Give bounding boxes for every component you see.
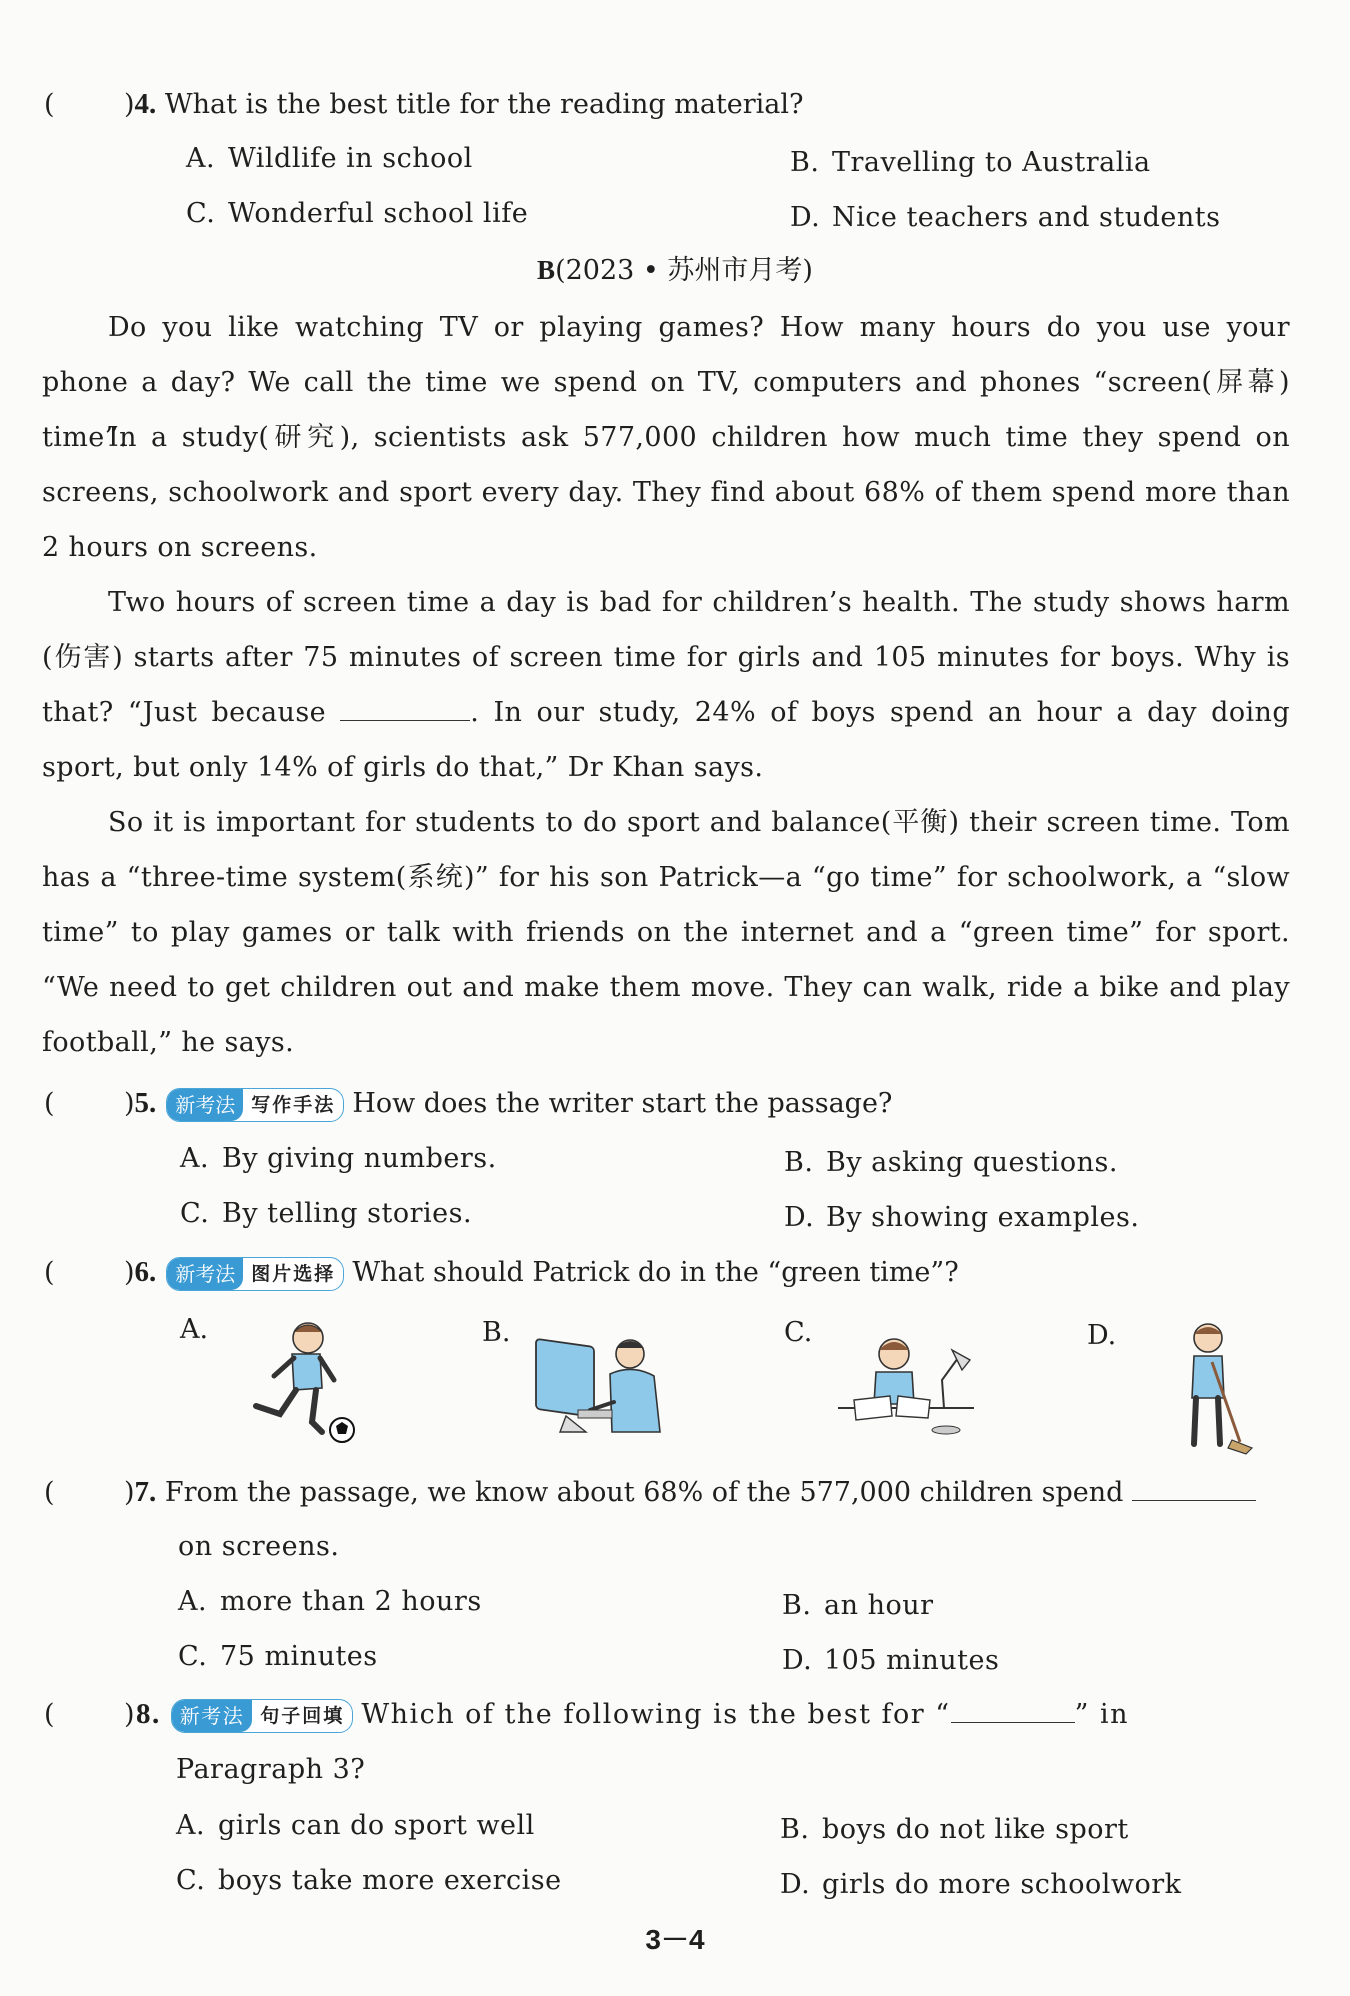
question-blank — [951, 1696, 1075, 1723]
answer-bracket[interactable]: ( — [44, 89, 55, 120]
option-b[interactable]: B. Travelling to Australia — [790, 147, 1151, 178]
option-c[interactable]: C. boys take more exercise — [176, 1865, 562, 1896]
boy-studying-at-desk-image[interactable] — [834, 1330, 984, 1440]
question-blank — [1132, 1474, 1256, 1501]
question-8-continuation: Paragraph 3? — [176, 1754, 366, 1785]
question-text: How does the writer start the passage? — [352, 1088, 893, 1119]
option-d[interactable]: D. Nice teachers and students — [790, 202, 1221, 233]
option-a[interactable]: A. Wildlife in school — [186, 143, 473, 174]
option-d[interactable]: D. girls do more schoolwork — [780, 1869, 1182, 1900]
option-b[interactable]: B. By asking questions. — [784, 1147, 1118, 1178]
answer-bracket[interactable]: ( — [44, 1088, 55, 1119]
passage-paragraph-1: Do you like watching TV or playing games? How many hours do you use your phone a day? We call the time we spend on TV, computers and phones “screen(屏幕) time”. — [42, 312, 1290, 453]
option-b[interactable]: B. an hour — [782, 1590, 934, 1621]
boy-using-computer-image[interactable] — [530, 1318, 680, 1438]
passage-paragraph-3: Two hours of screen time a day is bad for children’s health. The study shows harm (伤害) starts after 75 minutes of screen time for girls and 105 minutes for boys. Why is that? “Just because . In our study, 24% of boys spend an hour a day doing sport, but only 14% of girls do that,” Dr Khan says. — [42, 587, 1290, 783]
question-7-continuation: on screens. — [178, 1531, 340, 1562]
picture-option-a-label[interactable]: A. — [180, 1314, 209, 1345]
question-number: 4. — [134, 88, 157, 120]
boy-kicking-football-image[interactable] — [230, 1310, 370, 1450]
option-d[interactable]: D. 105 minutes — [782, 1645, 1000, 1676]
picture-option-d-label[interactable]: D. — [1087, 1320, 1117, 1351]
picture-option-c-label[interactable]: C. — [784, 1317, 813, 1348]
option-a[interactable]: A. more than 2 hours — [178, 1586, 482, 1617]
new-test-tag: 新考法 图片选择 — [166, 1257, 344, 1291]
passage-blank — [340, 694, 470, 721]
page-number: 3－4 — [645, 1924, 705, 1955]
section-b-title: B(2023 • 苏州市月考) — [537, 255, 813, 286]
answer-bracket[interactable]: ( — [44, 1699, 57, 1730]
question-4: ( )4. What is the best title for the reading material? — [44, 86, 1290, 123]
question-text: Which of the following is the best for “ — [361, 1699, 951, 1730]
question-5: ( )5. 新考法 写作手法 How does the writer start the passage? — [44, 1085, 1290, 1122]
answer-bracket[interactable]: ( — [44, 1257, 55, 1288]
boy-sweeping-floor-image[interactable] — [1170, 1316, 1260, 1456]
picture-option-b-label[interactable]: B. — [482, 1317, 511, 1348]
option-a[interactable]: A. By giving numbers. — [180, 1143, 497, 1174]
option-a[interactable]: A. girls can do sport well — [176, 1810, 535, 1841]
question-7: ( )7. From the passage, we know about 68% of the 577,000 children spend — [44, 1474, 1290, 1511]
option-c[interactable]: C. Wonderful school life — [186, 198, 529, 229]
question-8: ( )8. 新考法 句子回填 Which of the following is the best for “ ” in — [44, 1696, 1290, 1733]
option-c[interactable]: C. 75 minutes — [178, 1641, 378, 1672]
option-d[interactable]: D. By showing examples. — [784, 1202, 1140, 1233]
option-c[interactable]: C. By telling stories. — [180, 1198, 473, 1229]
passage-paragraph-4: So it is important for students to do sport and balance(平衡) their screen time. Tom has a “three-time system(系统)” for his son Patrick—a “go time” for schoolwork, a “slow time” to play games or talk with friends on the internet and a “green time” for sport. “We need to get children out and make them move. They can walk, ride a bike and play football,” he says. — [42, 807, 1290, 1058]
question-text: What should Patrick do in the “green time”? — [352, 1257, 959, 1288]
question-text: What is the best title for the reading material? — [164, 89, 804, 120]
answer-bracket[interactable]: ( — [44, 1477, 55, 1508]
option-b[interactable]: B. boys do not like sport — [780, 1814, 1129, 1845]
new-test-tag: 新考法 句子回填 — [171, 1699, 354, 1733]
new-test-tag: 新考法 写作手法 — [166, 1088, 344, 1122]
passage-paragraph-2: In a study(研究), scientists ask 577,000 children how much time they spend on screens, schoolwork and sport every day. They find about 68% of them spend more than 2 hours on screens. — [42, 422, 1290, 563]
question-6: ( )6. 新考法 图片选择 What should Patrick do in the “green time”? — [44, 1254, 1290, 1291]
question-text: From the passage, we know about 68% of the 577,000 children spend — [164, 1477, 1124, 1508]
